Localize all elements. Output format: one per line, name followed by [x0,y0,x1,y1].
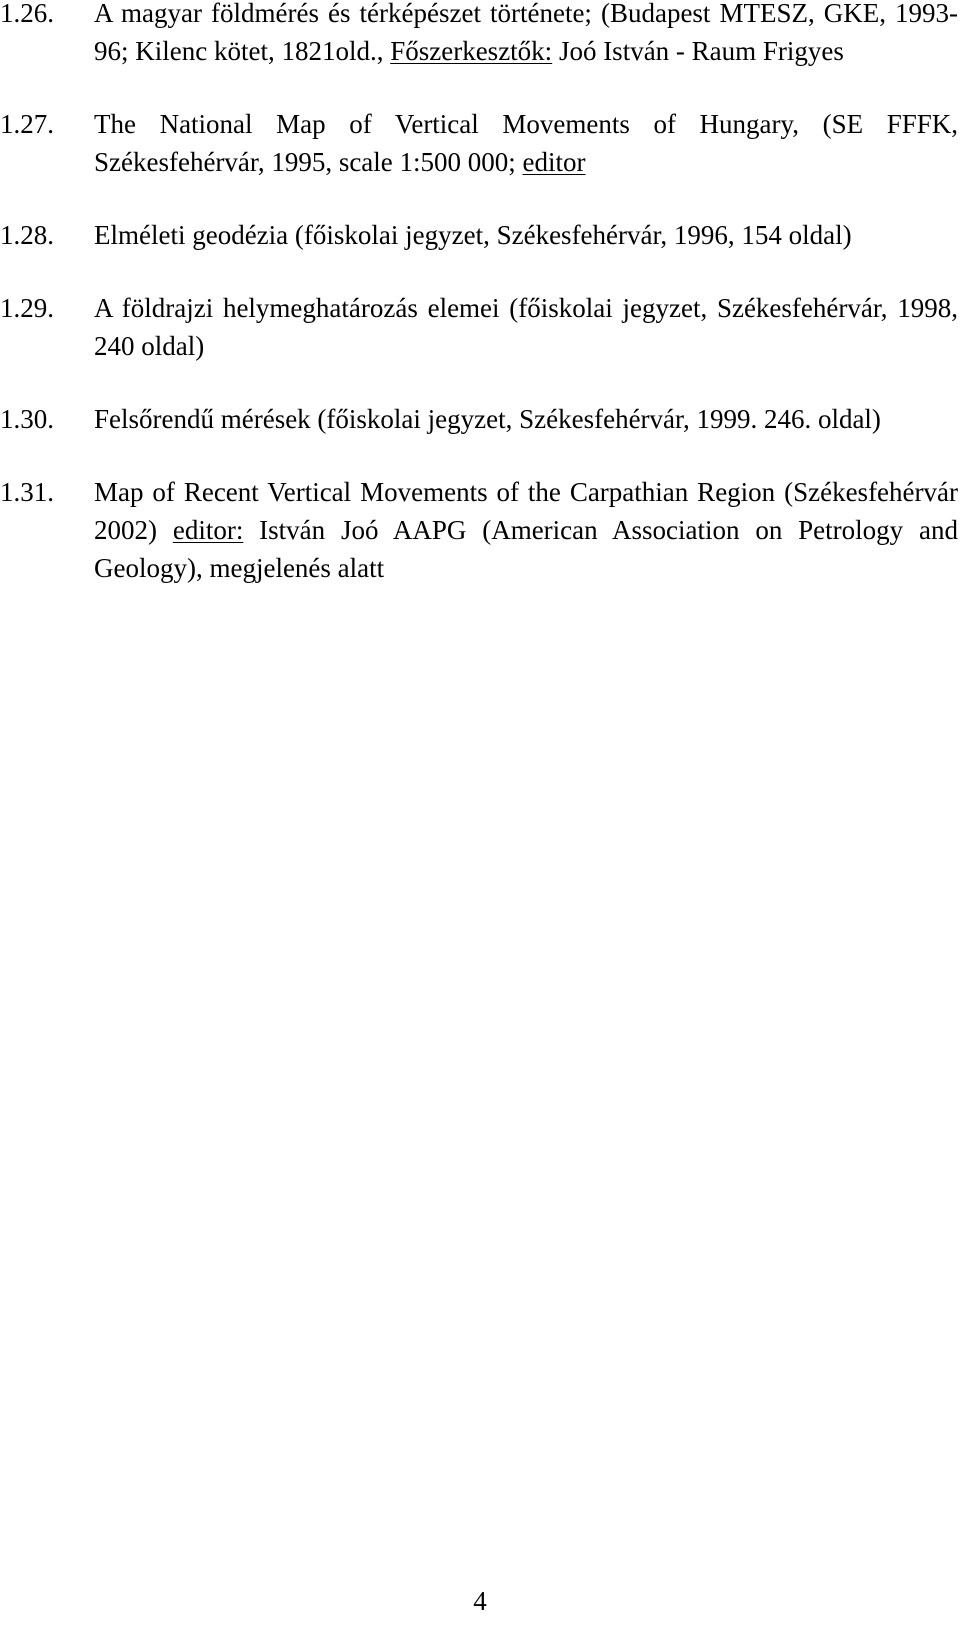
page-number: 4 [473,1586,487,1616]
reference-entry [0,473,958,587]
underlined-term: Főszerkesztők: [390,36,553,66]
entry-text-segment: A magyar földmérés és térképészet története; (Budapest MTESZ, GKE, 1993-96; Kilenc kötet, 1821old., [94,0,958,66]
entry-text-segment: Elméleti geodézia (főiskolai jegyzet, Székesfehérvár, 1996, 154 oldal) [94,220,852,250]
entry-text [94,0,958,70]
entry-text [94,105,958,181]
entry-text-segment: The National Map of Vertical Movements of Hungary, (SE FFFK, Székesfehérvár, 1995, scale 1:500 000; [94,109,958,177]
entry-text-segment: Felsőrendű mérések (főiskolai jegyzet, Székesfehérvár, 1999. 246. oldal) [94,404,881,434]
entry-text [94,400,958,438]
entry-text-segment: Joó István - Raum Frigyes [552,36,844,66]
reference-entry [0,400,958,438]
entry-text [94,289,958,365]
entry-text-segment: A földrajzi helymeghatározás elemei (főiskolai jegyzet, Székesfehérvár, 1998, 240 oldal) [94,293,958,361]
reference-entry [0,105,958,181]
underlined-term: editor [522,147,586,177]
entry-text [94,473,958,587]
entry-number: 1.31. [0,477,54,507]
entry-text-segment: István Joó AAPG (American Association on Petrology and Geology), megjelenés alatt [94,515,958,583]
entry-number: 1.28. [0,220,54,250]
underlined-term: editor: [172,515,244,545]
entry-number: 1.30. [0,404,54,434]
entry-text [94,216,958,254]
reference-list [0,0,958,622]
reference-entry [0,216,958,254]
entry-number: 1.26. [0,0,54,28]
reference-entry [0,289,958,365]
entry-number: 1.29. [0,293,54,323]
entry-number: 1.27. [0,109,54,139]
reference-entry [0,0,958,70]
entry-text-segment: Map of Recent Vertical Movements of the Carpathian Region (Székesfehérvár 2002) [94,477,958,545]
